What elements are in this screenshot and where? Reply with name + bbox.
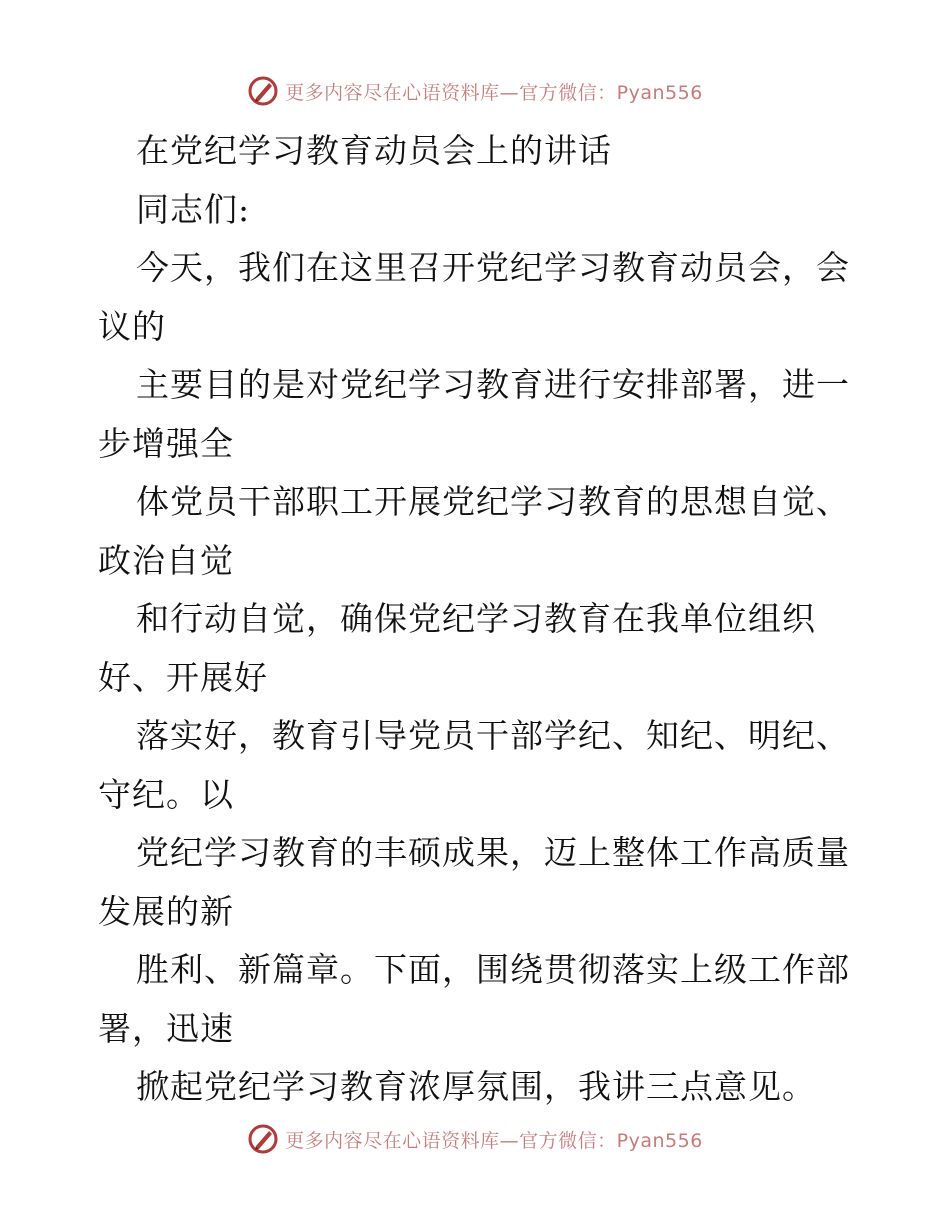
- text-line: 发展的新: [98, 891, 234, 931]
- pen-logo-icon: [247, 75, 279, 107]
- pen-logo-icon: [247, 1123, 279, 1155]
- text-line: 署，迅速: [98, 1008, 234, 1048]
- text-line: 议的: [98, 306, 166, 346]
- watermark-text: 更多内容尽在心语资料库—官方微信：Pyan556: [285, 1129, 703, 1152]
- watermark-text: 更多内容尽在心语资料库—官方微信：Pyan556: [285, 81, 703, 104]
- text-line: 守纪。以: [98, 774, 234, 814]
- text-line: 胜利、新篇章。下面，围绕贯彻落实上级工作部: [136, 950, 850, 989]
- text-line: 党纪学习教育的丰硕成果，迈上整体工作高质量: [136, 833, 850, 872]
- text-line: 和行动自觉，确保党纪学习教育在我单位组织: [136, 599, 816, 638]
- text-line: 落实好，教育引导党员干部学纪、知纪、明纪、: [136, 716, 850, 755]
- document-title: 在党纪学习教育动员会上的讲话: [136, 131, 612, 170]
- text-line: 好、开展好: [98, 657, 268, 697]
- text-line: 步增强全: [98, 423, 234, 463]
- text-line: 今天，我们在这里召开党纪学习教育动员会，会: [136, 248, 850, 287]
- document-body: [98, 122, 858, 1117]
- salutation: 同志们:: [136, 189, 251, 229]
- text-line: 主要目的是对党纪学习教育进行安排部署，进一: [136, 365, 850, 404]
- text-line: 体党员干部职工开展党纪学习教育的思想自觉、: [136, 482, 850, 521]
- header-watermark: [0, 71, 950, 111]
- footer-watermark: [0, 1119, 950, 1159]
- text-line: 政治自觉: [98, 540, 234, 580]
- text-line: 掀起党纪学习教育浓厚氛围，我讲三点意见。: [136, 1067, 816, 1106]
